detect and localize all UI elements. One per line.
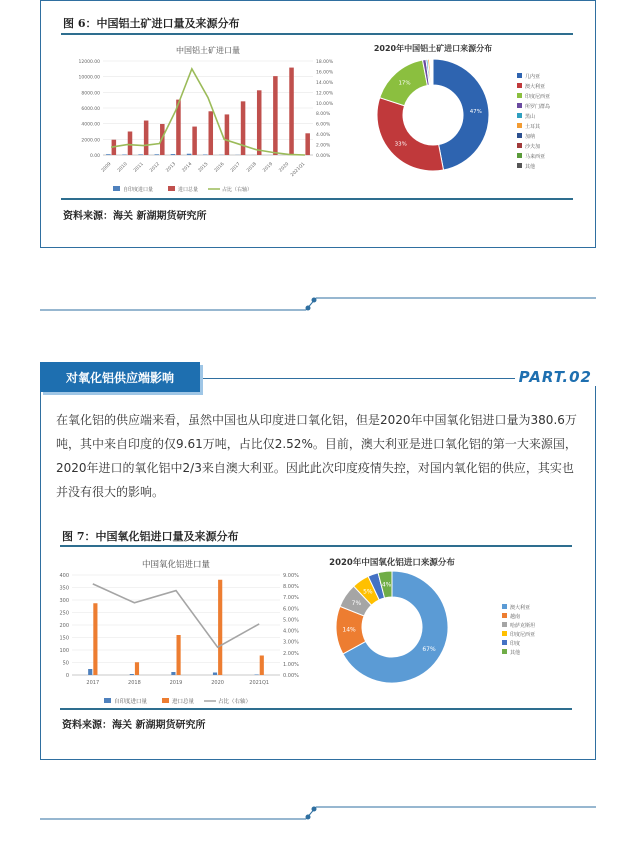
fig6-y-tick-label: 8000.00	[81, 91, 100, 97]
fig7-pie-legend-swatch	[502, 640, 507, 645]
fig7-pie-chart-title: 2020年中国氧化铝进口来源分布	[329, 558, 455, 568]
fig6-y-tick-label: 12000.00	[78, 60, 100, 65]
fig7-pie-legend-label: 其他	[510, 650, 521, 656]
fig6-pie-legend-label: 其他	[525, 164, 536, 170]
figure-7-title: 图 7：中国氧化铝进口量及来源分布	[62, 530, 239, 543]
figure-6-bottom-rule	[61, 198, 573, 200]
fig6-legend-swatch	[113, 186, 120, 191]
fig6-x-tick-label: 2020	[278, 161, 291, 174]
fig6-x-tick-label: 2013	[165, 161, 178, 174]
fig6-bar-total	[257, 90, 262, 155]
fig6-pie-legend-label: 土耳其	[525, 124, 541, 130]
fig6-pie-legend-swatch	[517, 83, 522, 88]
fig7-bar-total	[260, 656, 264, 676]
fig7-pie-data-label: 14%	[342, 626, 356, 634]
fig7-y2-tick-label: 3.00%	[283, 639, 299, 646]
fig6-y-tick-label: 0.00	[89, 154, 100, 159]
figure-7-source: 资料来源：海关 新湖期货研究所	[62, 720, 206, 731]
fig6-x-tick-label: 2015	[197, 161, 210, 174]
fig6-bar-total	[273, 76, 278, 155]
fig7-pie-legend-swatch	[502, 649, 507, 654]
fig7-bar-chart-title: 中国氧化铝进口量	[141, 560, 211, 570]
section-divider-1	[40, 296, 596, 316]
fig6-bar-total	[128, 132, 133, 156]
part-label: PART.02	[515, 368, 596, 386]
fig6-pie-legend-swatch	[517, 93, 522, 98]
fig6-bar-total	[209, 111, 214, 155]
fig6-y2-tick-label: 2.00%	[316, 143, 331, 149]
fig7-x-tick-label: 2019	[169, 680, 183, 686]
fig7-bar-total	[177, 635, 181, 675]
fig6-x-tick-label: 2009	[100, 161, 113, 174]
fig6-y2-tick-label: 0.00%	[316, 154, 331, 159]
fig7-x-tick-label: 2017	[86, 680, 100, 686]
fig7-pie-legend-label: 越南	[510, 614, 521, 620]
fig7-bar-india	[88, 669, 92, 675]
section-paragraph: 在氧化铝的供应端来看，虽然中国也从印度进口氧化铝，但是2020年中国氧化铝进口量为380.6万吨，其中来自印度的仅9.61万吨，占比仅2.52%。目前，澳大利亚是进口氧化铝的第一大来源国，2020年进口的氧化铝中2/3来自澳大利亚。因此此次印度疫情失控，对国内氧化铝的供应，其实也并没有很大的影响。	[56, 413, 577, 499]
fig7-bar-india	[130, 674, 134, 675]
fig6-pie-legend-label: 印度尼西亚	[525, 94, 551, 100]
fig7-y-tick-label: 300	[59, 598, 69, 604]
fig7-y2-tick-label: 8.00%	[283, 584, 299, 591]
fig7-y-tick-label: 250	[59, 610, 69, 617]
fig6-bar-total	[225, 114, 230, 155]
fig7-legend-swatch	[162, 698, 169, 703]
fig6-pie-legend-label: 马来西亚	[525, 154, 546, 160]
fig7-y2-tick-label: 6.00%	[283, 606, 299, 613]
fig6-pie-legend-swatch	[517, 143, 522, 148]
fig6-pie-legend-label: 澳大利亚	[525, 84, 546, 90]
fig7-legend-label: 占比（右轴）	[218, 699, 252, 705]
fig7-bar-total	[218, 580, 222, 675]
section-divider-2	[40, 805, 596, 825]
fig7-y-tick-label: 350	[59, 585, 69, 592]
fig6-pie-legend-label: 沙夫加	[525, 144, 541, 150]
fig7-pie-data-label: 5%	[363, 588, 373, 596]
figure-6-title: 图 6：中国铝土矿进口量及来源分布	[63, 17, 240, 30]
fig6-y-tick-label: 4000.00	[81, 122, 100, 128]
fig7-y2-tick-label: 5.00%	[283, 617, 299, 624]
fig7-pie-data-label: 4%	[381, 581, 392, 589]
fig6-bar-total	[305, 133, 310, 155]
fig7-pie-legend-swatch	[502, 622, 507, 627]
fig6-pie-legend-swatch	[517, 123, 522, 128]
fig7-pie-data-label: 67%	[422, 645, 436, 653]
fig6-bar-total	[289, 68, 294, 155]
fig6-y2-tick-label: 14.00%	[316, 80, 334, 86]
fig7-legend-label: 进口总量	[172, 699, 195, 705]
fig6-pie-legend-swatch	[517, 113, 522, 118]
fig6-bar-india	[171, 154, 176, 155]
fig6-pie-legend-label: 黑山	[525, 114, 536, 120]
fig7-pie-legend-label: 哈萨克斯坦	[510, 623, 536, 629]
fig7-y-tick-label: 0	[65, 673, 69, 679]
fig6-y-tick-label: 6000.00	[81, 107, 100, 112]
fig7-bar-india	[171, 672, 175, 675]
fig6-bar-india	[138, 154, 143, 155]
fig6-x-tick-label: 2017	[230, 161, 242, 174]
fig6-legend-label: 占比（右轴）	[222, 187, 253, 193]
fig6-y2-tick-label: 12.00%	[316, 91, 334, 97]
fig6-y-tick-label: 2000.00	[81, 138, 100, 144]
fig6-pie-legend-label: 所罗门群岛	[525, 104, 551, 110]
fig6-x-tick-label: 2014	[181, 161, 194, 174]
fig6-legend-label: 进口总量	[178, 187, 199, 193]
fig6-bar-total	[144, 121, 149, 155]
fig7-bar-india	[213, 673, 217, 676]
fig6-pie-legend-swatch	[517, 163, 522, 168]
fig6-bar-india	[106, 154, 111, 155]
fig6-x-tick-label: 2012	[149, 161, 161, 174]
fig6-x-tick-label: 2021Q1	[290, 161, 307, 179]
figure-6-source: 资料来源：海关 新湖期货研究所	[63, 211, 207, 222]
fig7-pie-legend-label: 印度尼西亚	[510, 632, 536, 638]
fig6-x-tick-label: 2019	[262, 161, 275, 174]
fig7-pie-legend-swatch	[502, 631, 507, 636]
fig7-legend-swatch	[104, 698, 111, 703]
figure-7-charts	[50, 547, 586, 707]
figure-6-box	[40, 0, 596, 248]
fig6-pie-slice	[377, 98, 443, 171]
fig7-y2-tick-label: 2.00%	[283, 650, 299, 657]
fig7-bar-total	[135, 662, 139, 675]
fig7-y2-tick-label: 1.00%	[283, 661, 299, 668]
fig6-y2-tick-label: 6.00%	[316, 122, 331, 128]
fig7-bar-india	[255, 675, 259, 676]
fig7-pie-legend-label: 澳大利亚	[510, 605, 531, 611]
fig7-bar-total	[93, 603, 97, 675]
fig6-y2-tick-label: 18.00%	[316, 60, 334, 65]
fig7-pie-legend-label: 印度	[510, 641, 521, 647]
fig6-pie-legend-label: 加纳	[525, 134, 536, 140]
fig6-legend-swatch	[168, 186, 175, 191]
fig6-pie-data-label: 33%	[394, 141, 407, 148]
fig6-y2-tick-label: 16.00%	[316, 70, 334, 76]
figure-6-charts	[51, 35, 591, 197]
fig7-y2-tick-label: 9.00%	[283, 573, 299, 579]
fig7-y-tick-label: 100	[59, 648, 69, 654]
fig6-x-tick-label: 2018	[246, 161, 258, 174]
fig7-y-tick-label: 50	[62, 660, 69, 667]
fig7-x-tick-label: 2020	[211, 680, 224, 686]
fig7-y-tick-label: 400	[59, 573, 69, 579]
fig6-x-tick-label: 2011	[133, 161, 145, 174]
fig6-pie-chart-title: 2020年中国铝土矿进口来源分布	[373, 44, 493, 53]
fig6-bar-total	[192, 127, 197, 155]
fig6-bar-india	[155, 154, 160, 155]
fig6-pie-legend-label: 几内亚	[525, 74, 541, 80]
fig6-pie-legend-swatch	[517, 73, 522, 78]
fig6-x-tick-label: 2010	[117, 161, 129, 174]
fig6-bar-total	[241, 101, 246, 155]
fig6-pie-data-label: 47%	[469, 108, 482, 115]
fig7-legend-label: 自印度进口量	[114, 699, 148, 705]
fig6-y-tick-label: 10000.00	[78, 75, 100, 81]
fig6-bar-india	[187, 154, 192, 155]
fig6-pie-legend-swatch	[517, 103, 522, 108]
fig7-pie-data-label: 7%	[351, 599, 362, 607]
fig6-pie-legend-swatch	[517, 153, 522, 158]
fig6-pie-legend-swatch	[517, 133, 522, 138]
fig7-pie-legend-swatch	[502, 613, 507, 618]
fig6-x-tick-label: 2016	[213, 161, 226, 174]
fig7-y-tick-label: 200	[59, 623, 69, 629]
fig6-pie-slice	[432, 59, 433, 85]
fig7-y-tick-label: 150	[59, 635, 69, 642]
fig6-y2-tick-label: 8.00%	[316, 112, 331, 118]
fig7-x-tick-label: 2018	[128, 680, 141, 686]
fig6-y2-tick-label: 10.00%	[316, 101, 334, 107]
section-tag: 对氧化铝供应端影响	[40, 362, 200, 392]
fig6-bar-chart-title: 中国铝土矿进口量	[176, 46, 240, 55]
fig6-legend-label: 自印度进口量	[123, 187, 154, 193]
fig7-x-tick-label: 2021Q1	[249, 680, 270, 686]
fig6-y2-tick-label: 4.00%	[316, 133, 331, 139]
fig7-y2-tick-label: 7.00%	[283, 595, 299, 602]
fig7-y2-tick-label: 0.00%	[283, 673, 299, 679]
figure-7-bottom-rule	[60, 708, 572, 710]
fig6-pie-data-label: 17%	[398, 80, 411, 87]
fig7-pie-legend-swatch	[502, 604, 507, 609]
fig7-y2-tick-label: 4.00%	[283, 628, 299, 635]
